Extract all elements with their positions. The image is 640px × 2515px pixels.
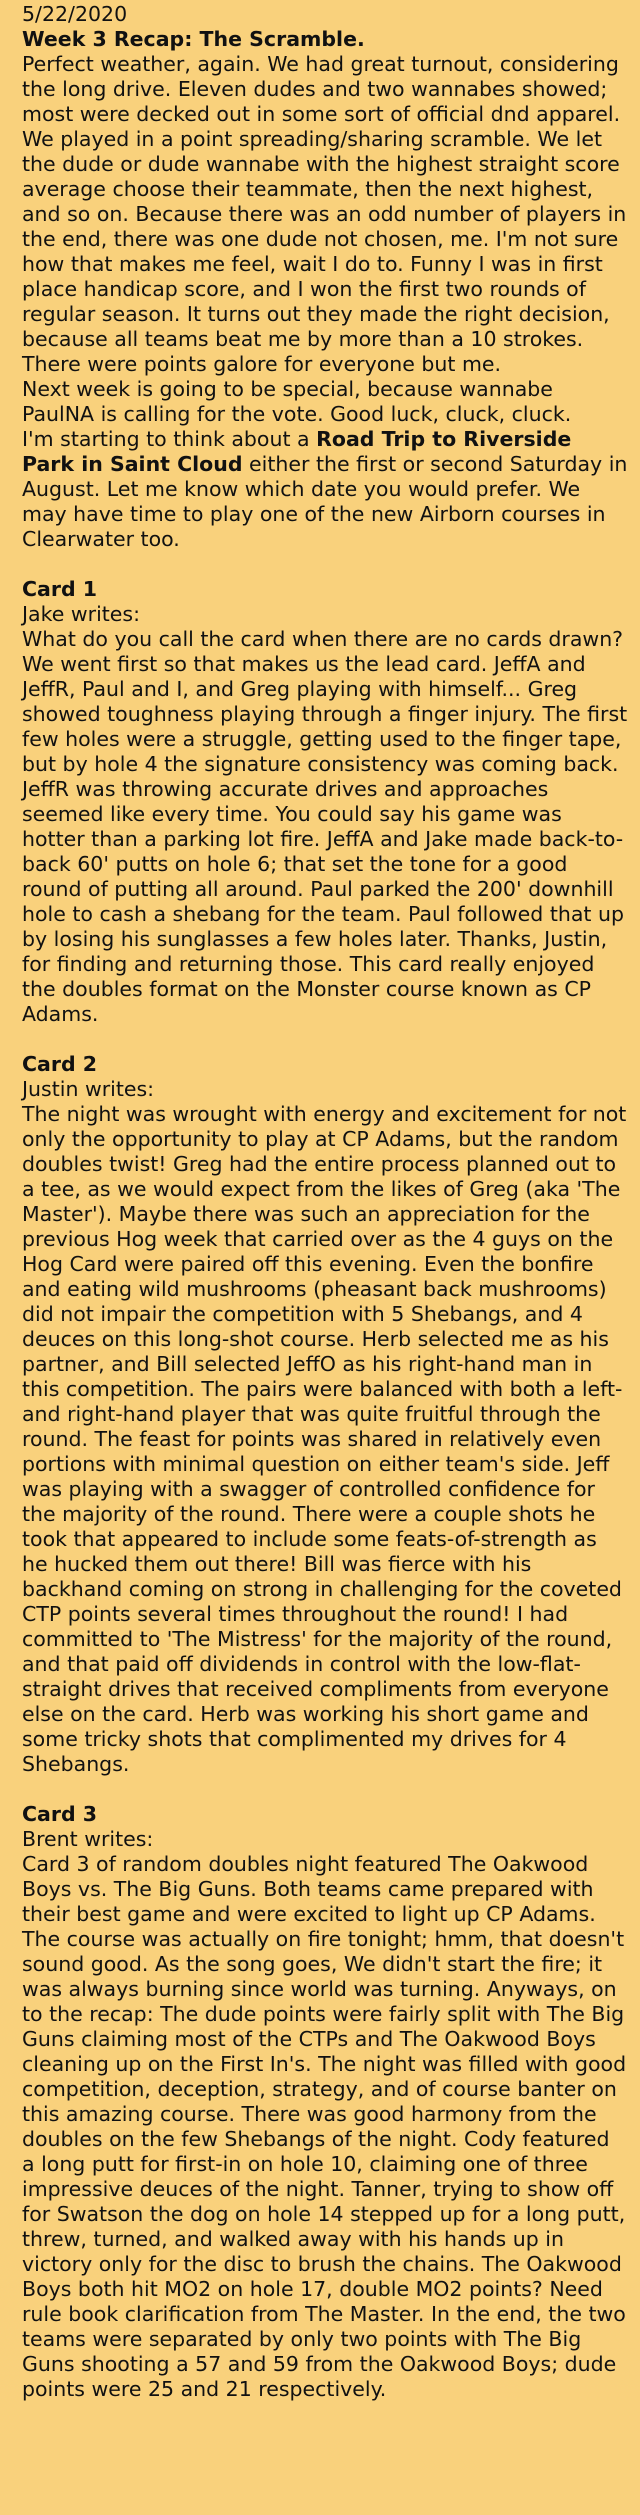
card-title: Card 2 — [22, 1052, 98, 1076]
road-trip-paragraph — [22, 427, 628, 552]
card-body: The night was wrought with energy and excitement for not only the opportunity to play at CP Adams, but the random doubles twist! Greg had the entire process planned out to a tee, as we would expect from the likes of Greg (aka 'The Master'). Maybe there was such an appreciation for the previous Hog week that carried over as the 4 guys on the Hog Card were paired off this evening. Even the bonfire and eating wild mushrooms (pheasant back mushrooms) did not impair the competition with 5 Shebangs, and 4 deuces on this long-shot course. Herb selected me as his partner, and Bill selected JeffO as his right-hand man in this competition. The pairs were balanced with both a left- and right-hand player that was quite fruitful through the round. The feast for points was shared in relatively even portions with minimal question on either team's side. Jeff was playing with a swagger of controlled confidence for the majority of the round. There were a couple shots he took that appeared to include some feats-of-strength as he hucked them out there! Bill was fierce with his backhand coming on strong in challenging for the coveted CTP points several times throughout the round! I had committed to 'The Mistress' for the majority of the round, and that paid off dividends in control with the low-flat-straight drives that received compliments from everyone else on the card. Herb was working his short game and some tricky shots that complimented my drives for 4 Shebangs. — [22, 1102, 627, 1776]
card-body: Card 3 of random doubles night featured The Oakwood Boys vs. The Big Guns. Both teams came prepared with their best game and were excited to light up CP Adams. The course was actually on fire tonight; hmm, that doesn't sound good. As the song goes, We didn't start the fire; it was always burning since world was turning. Anyways, on to the recap: The dude points were fairly split with The Big Guns claiming most of the CTPs and The Oakwood Boys cleaning up on the First In's. The night was filled with good competition, deception, strategy, and of course banter on this amazing course. There was good harmony from the doubles on the few Shebangs of the night. Cody featured a long putt for first-in on hole 10, claiming one of three impressive deuces of the night. Tanner, trying to show off for Swatson the dog on hole 14 stepped up for a long putt, threw, turned, and walked away with his hands up in victory only for the disc to brush the chains. The Oakwood Boys both hit MO2 on hole 17, double MO2 points? Need rule book clarification from The Master. In the end, the two teams were separated by only two points with The Big Guns shooting a 57 and 59 from the Oakwood Boys; dude points were 25 and 21 respectively. — [22, 1852, 627, 2401]
recap-paragraph: Next week is going to be special, because wannabe PaulNA is calling for the vote. Good luck, cluck, cluck. — [22, 377, 572, 426]
recap-paragraph: Perfect weather, again. We had great turnout, considering the long drive. Eleven dudes and two wannabes showed; most were decked out in some sort of official dnd apparel. We played in a point spreading/sharing scramble. We let the dude or dude wannabe with the highest straight score average choose their teammate, then the next highest, and so on. Because there was an odd number of players in the end, there was one dude not chosen, me. I'm not sure how that makes me feel, wait I do to. Funny I was in first place handicap score, and I won the first two rounds of regular season. It turns out they made the right decision, because all teams beat me by more than a 10 strokes. There were points galore for everyone but me. — [22, 52, 627, 376]
card-title: Card 3 — [22, 1802, 98, 1826]
card-author: Jake writes: — [22, 602, 141, 626]
post-date: 5/22/2020 — [22, 2, 128, 26]
road-trip-destination: Road Trip to Riverside Park in Saint Cloud — [22, 427, 572, 476]
section-spacer — [22, 1027, 628, 1052]
road-trip-text-start: I'm starting to think about a — [22, 427, 317, 451]
section-spacer — [22, 552, 628, 577]
road-trip-text-end: either the first or second Saturday in August. Let me know which date you would prefer. We may have time to play one of the new Airborn courses in Clearwater too. — [22, 452, 628, 551]
card-title: Card 1 — [22, 577, 98, 601]
card-author: Brent writes: — [22, 1827, 154, 1851]
card-body: What do you call the card when there are no cards drawn? We went first so that makes us the lead card. JeffA and JeffR, Paul and I, and Greg playing with himself... Greg showed toughness playing through a finger injury. The first few holes were a struggle, getting used to the finger tape, but by hole 4 the signature consistency was coming back. JeffR was throwing accurate drives and approaches seemed like every time. You could say his game was hotter than a parking lot fire. JeffA and Jake made back-to-back 60' putts on hole 6; that set the tone for a good round of putting all around. Paul parked the 200' downhill hole to cash a shebang for the team. Paul followed that up by losing his sunglasses a few holes later. Thanks, Justin, for finding and returning those. This card really enjoyed the doubles format on the Monster course known as CP Adams. — [22, 627, 628, 1026]
recap-headline: Week 3 Recap: The Scramble. — [22, 27, 365, 51]
card-author: Justin writes: — [22, 1077, 155, 1101]
section-spacer — [22, 1777, 628, 1802]
